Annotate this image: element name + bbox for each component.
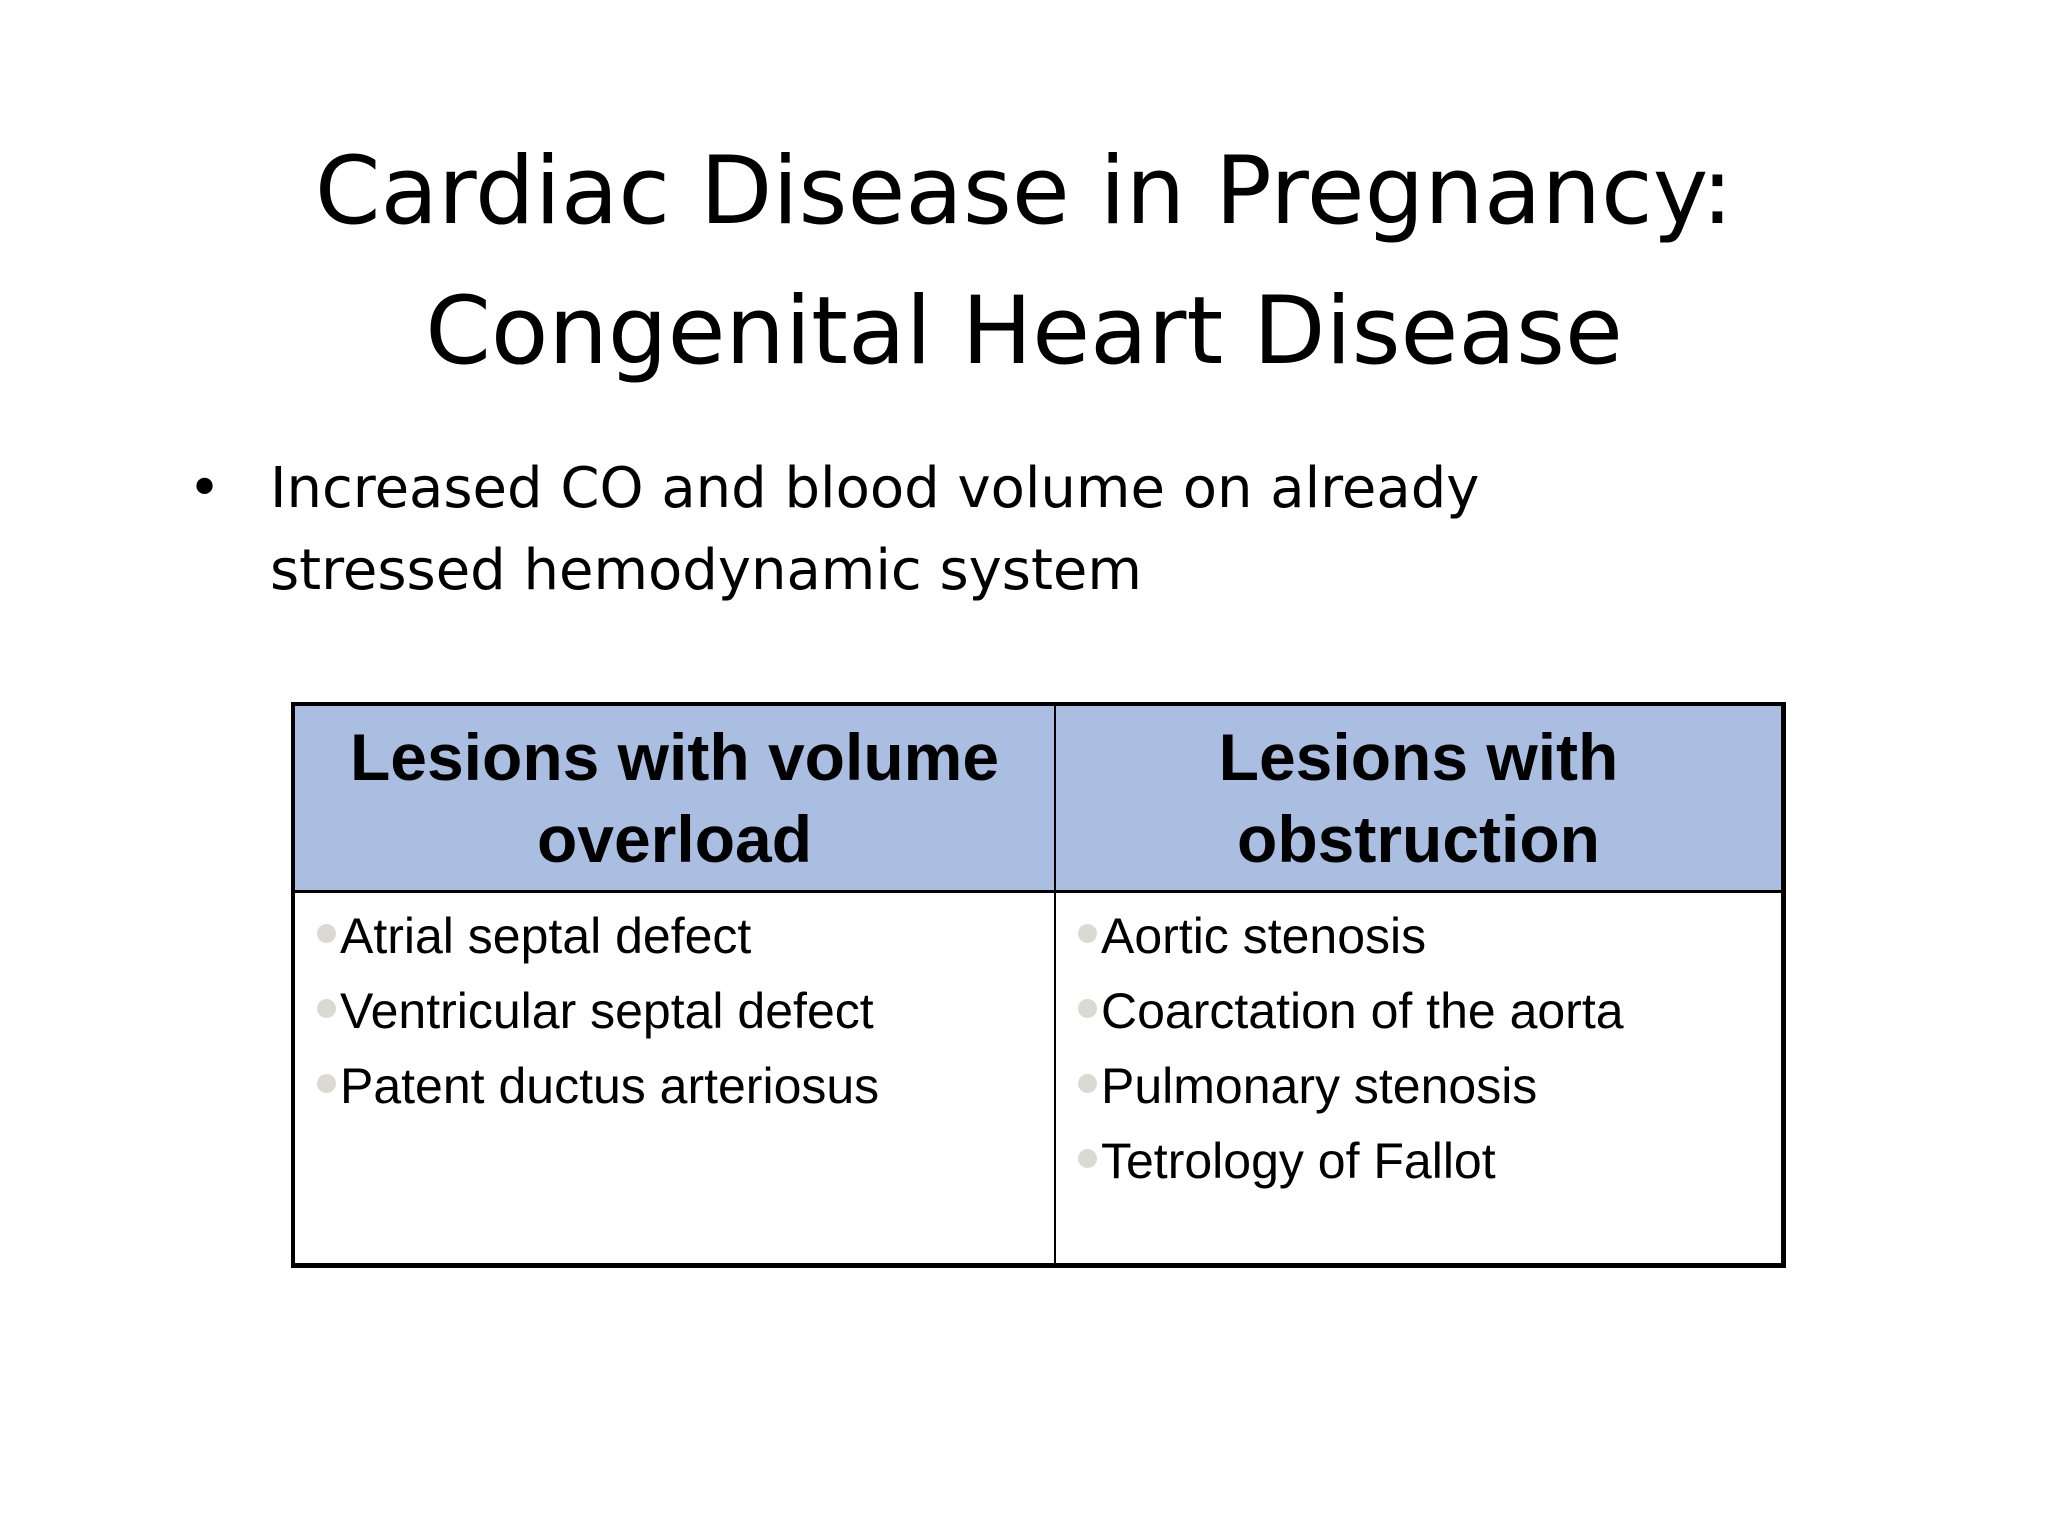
- obstruction-list: [1056, 899, 1781, 1199]
- bullet-dot-icon: [1078, 999, 1097, 1018]
- list-item-text: Aortic stenosis: [1101, 908, 1427, 964]
- bullet-text: Increased CO and blood volume on already stressed hemodynamic system: [270, 456, 1480, 603]
- bullet-dot-icon: [317, 999, 336, 1018]
- list-item-text: Patent ductus arteriosus: [340, 1058, 880, 1114]
- table-body-row: [295, 892, 1781, 1264]
- list-item: [1076, 974, 1781, 1049]
- slide-title: [0, 122, 2048, 402]
- title-line-2: Congenital Heart Disease: [425, 277, 1623, 386]
- bullet-dot-icon: [1078, 1149, 1097, 1168]
- cell-volume-overload: [295, 892, 1055, 1264]
- bullet-dot-icon: [1078, 924, 1097, 943]
- list-item: [315, 974, 1054, 1049]
- list-item: [315, 1049, 1054, 1124]
- bullet-dot-icon: [317, 1074, 336, 1093]
- list-item-text: Tetrology of Fallot: [1101, 1133, 1496, 1189]
- cell-obstruction: [1055, 892, 1781, 1264]
- header-volume-overload: Lesions with volume overload: [295, 706, 1055, 892]
- list-item: [315, 899, 1054, 974]
- list-item-text: Coarctation of the aorta: [1101, 983, 1624, 1039]
- header-obstruction: Lesions with obstruction: [1055, 706, 1781, 892]
- list-item: [1076, 899, 1781, 974]
- list-item-text: Ventricular septal defect: [340, 983, 874, 1039]
- list-item-text: Pulmonary stenosis: [1101, 1058, 1538, 1114]
- table-header-row: [295, 706, 1781, 892]
- volume-overload-list: [295, 899, 1054, 1124]
- bullet-dot-icon: [1078, 1074, 1097, 1093]
- lesions-table: [291, 702, 1786, 1268]
- list-item: [1076, 1124, 1781, 1199]
- list-item-text: Atrial septal defect: [340, 908, 752, 964]
- list-item: [1076, 1049, 1781, 1124]
- bullet-icon: •: [188, 456, 222, 521]
- title-line-1: Cardiac Disease in Pregnancy:: [314, 137, 1734, 246]
- bullet-dot-icon: [317, 924, 336, 943]
